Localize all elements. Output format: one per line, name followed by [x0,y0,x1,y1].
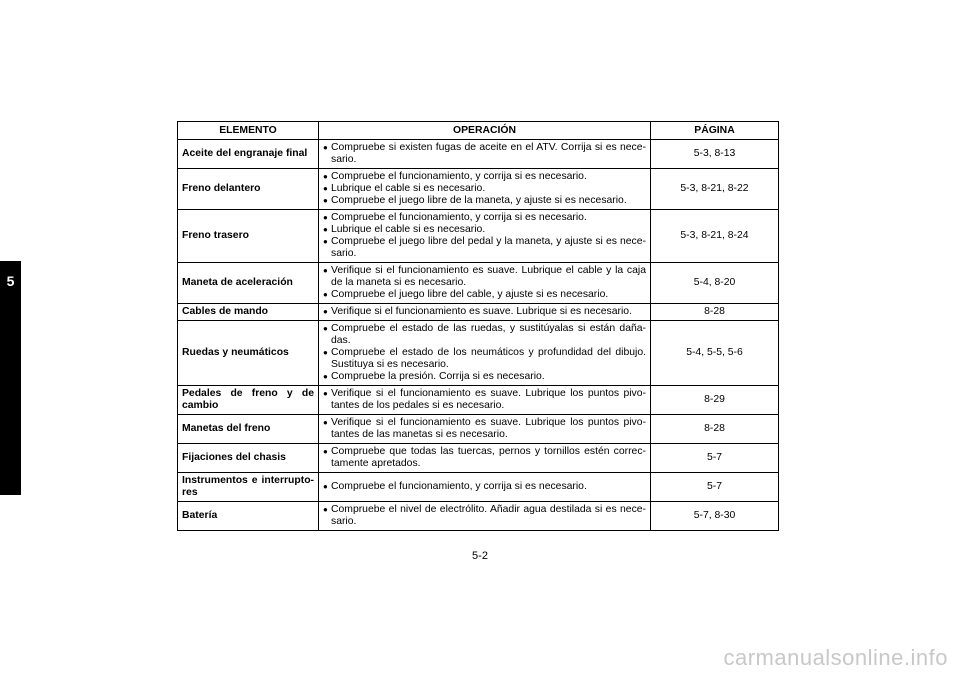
bullet-icon: ● [323,266,328,275]
page-ref-cell: 5-4, 5-5, 5-6 [651,321,779,386]
bullet-icon: ● [323,447,328,456]
bullet-icon: ● [323,143,328,152]
table-row [178,415,779,444]
operation-text: Compruebe el estado de los neumáticos y profundidad del dibujo. Sustituya si es necesario. [331,347,646,370]
element-cell: Cables de mando [178,304,319,321]
operation-cell [319,473,651,502]
header-page: PÁGINA [651,122,779,140]
operation-text: Verifique si el funcionamiento es suave. Lubrique el cable y la caja de la maneta si es necesario. [331,265,646,288]
page-ref-cell: 5-7 [651,444,779,473]
operation-item [323,481,646,493]
element-cell: Batería [178,502,319,531]
table-row [178,444,779,473]
table-row [178,210,779,263]
operation-text: Verifique si el funcionamiento es suave. Lubrique si es necesario. [331,306,632,317]
operation-cell [319,263,651,304]
page-ref-cell: 8-28 [651,415,779,444]
table-row [178,169,779,210]
operation-cell [319,386,651,415]
operation-item [323,504,646,528]
operation-text: Compruebe el nivel de electrólito. Añadir agua destilada si es nece-sario. [331,504,646,527]
operation-text: Compruebe el funcionamiento, y corrija si es necesario. [331,212,587,223]
operation-item [323,347,646,371]
element-cell: Ruedas y neumáticos [178,321,319,386]
operation-cell [319,304,651,321]
table-row [178,502,779,531]
table-row [178,473,779,502]
maintenance-table [177,121,779,531]
bullet-icon: ● [323,213,328,222]
bullet-icon: ● [323,184,328,193]
operation-item [323,195,646,207]
operation-text: Verifique si el funcionamiento es suave. Lubrique los puntos pivo-tantes de los pedales si es necesario. [331,388,646,411]
page-ref-cell: 8-28 [651,304,779,321]
bullet-icon: ● [323,482,328,491]
operation-item [323,224,646,236]
operation-item [323,306,646,318]
operation-item [323,236,646,260]
element-cell: Freno trasero [178,210,319,263]
operation-item [323,323,646,347]
element-cell: Maneta de aceleración [178,263,319,304]
page-ref-cell: 5-3, 8-21, 8-24 [651,210,779,263]
bullet-icon: ● [323,505,328,514]
operation-text: Compruebe el juego libre del cable, y ajuste si es necesario. [331,289,609,300]
bullet-icon: ● [323,372,328,381]
page-ref-cell: 5-3, 8-13 [651,140,779,169]
operation-cell [319,210,651,263]
operation-item [323,446,646,470]
operation-item [323,388,646,412]
operation-text: Compruebe si existen fugas de aceite en el ATV. Corrija si es nece-sario. [331,142,646,165]
operation-item [323,171,646,183]
element-cell: Instrumentos e interrupto-res [178,473,319,502]
page-ref-cell: 5-7 [651,473,779,502]
operation-item [323,371,646,383]
operation-cell [319,415,651,444]
operation-cell [319,444,651,473]
chapter-number: 5 [6,273,15,289]
bullet-icon: ● [323,307,328,316]
operation-item [323,183,646,195]
operation-item [323,265,646,289]
operation-cell [319,140,651,169]
bullet-icon: ● [323,225,328,234]
table-header-row [178,122,779,140]
operation-cell [319,169,651,210]
operation-item [323,212,646,224]
table-row [178,263,779,304]
bullet-icon: ● [323,348,328,357]
element-cell: Aceite del engranaje final [178,140,319,169]
bullet-icon: ● [323,172,328,181]
element-cell: Fijaciones del chasis [178,444,319,473]
operation-text: Compruebe el juego libre del pedal y la maneta, y ajuste si es nece-sario. [331,236,646,259]
table-row [178,140,779,169]
operation-text: Compruebe la presión. Corrija si es necesario. [331,371,545,382]
header-element: ELEMENTO [178,122,319,140]
page-ref-cell: 5-3, 8-21, 8-22 [651,169,779,210]
operation-text: Verifique si el funcionamiento es suave. Lubrique los puntos pivo-tantes de las manetas si es necesario. [331,417,646,440]
operation-item [323,142,646,166]
bullet-icon: ● [323,196,328,205]
bullet-icon: ● [323,324,328,333]
operation-cell [319,502,651,531]
bullet-icon: ● [323,418,328,427]
operation-text: Compruebe el funcionamiento, y corrija si es necesario. [331,171,587,182]
table-row [178,304,779,321]
page-ref-cell: 5-7, 8-30 [651,502,779,531]
operation-cell [319,321,651,386]
element-cell: Pedales de freno y de cambio [178,386,319,415]
bullet-icon: ● [323,237,328,246]
operation-text: Lubrique el cable si es necesario. [331,224,486,235]
operation-text: Compruebe el juego libre de la maneta, y ajuste si es necesario. [331,195,627,206]
table-row [178,386,779,415]
chapter-tab [0,261,21,495]
header-operation: OPERACIÓN [319,122,651,140]
bullet-icon: ● [323,290,328,299]
page-ref-cell: 8-29 [651,386,779,415]
operation-text: Compruebe el estado de las ruedas, y sustitúyalas si están daña-das. [331,323,646,346]
page-ref-cell: 5-4, 8-20 [651,263,779,304]
watermark: carmanualsonline.info [723,645,948,670]
page-number: 5-2 [472,550,488,562]
bullet-icon: ● [323,389,328,398]
operation-text: Lubrique el cable si es necesario. [331,183,486,194]
operation-text: Compruebe el funcionamiento, y corrija si es necesario. [331,481,587,492]
operation-item [323,417,646,441]
element-cell: Manetas del freno [178,415,319,444]
table-row [178,321,779,386]
operation-item [323,289,646,301]
operation-text: Compruebe que todas las tuercas, pernos y tornillos estén correc-tamente apretados. [331,446,646,469]
element-cell: Freno delantero [178,169,319,210]
